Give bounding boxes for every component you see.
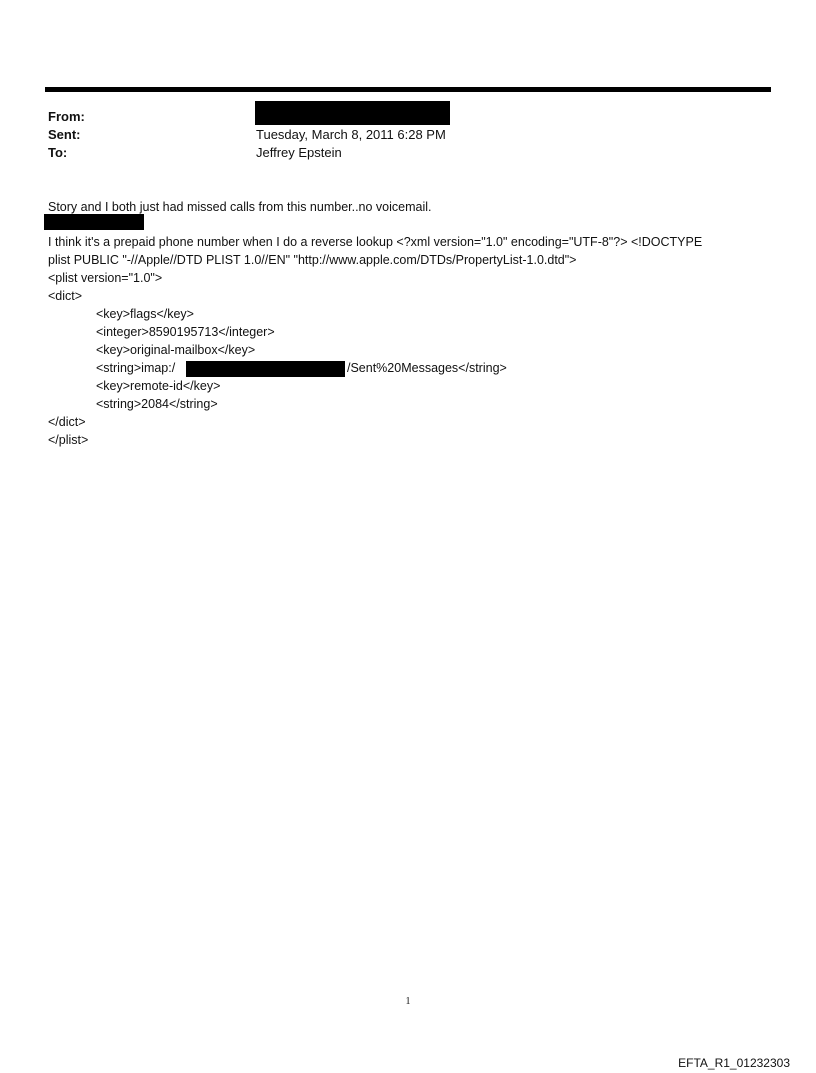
body-line-12: </dict> [48, 415, 86, 429]
redacted-mailbox-path [186, 361, 345, 377]
body-line-9-prefix: <string>imap:/ [96, 361, 176, 375]
body-line-4: <plist version="1.0"> [48, 271, 163, 285]
body-line-2: I think it's a prepaid phone number when I do a reverse lookup <?xml version="1.0" encoding="UTF-8"?> <!DOCTYPE [48, 235, 703, 249]
body-line-10: <key>remote-id</key> [96, 379, 221, 393]
body-line-8: <key>original-mailbox</key> [96, 343, 256, 357]
body-line-5: <dict> [48, 289, 83, 303]
header-divider [45, 87, 771, 92]
from-label: From: [48, 109, 85, 124]
body-line-6: <key>flags</key> [96, 307, 194, 321]
sent-value: Tuesday, March 8, 2011 6:28 PM [256, 127, 446, 142]
body-line-11: <string>2084</string> [96, 397, 218, 411]
to-label: To: [48, 145, 68, 160]
redacted-sender [255, 101, 450, 125]
document-id: EFTA_R1_01232303 [678, 1056, 790, 1070]
page-number: 1 [405, 996, 411, 1007]
to-value: Jeffrey Epstein [256, 145, 342, 160]
body-line-13: </plist> [48, 433, 89, 447]
body-line-9-suffix: /Sent%20Messages</string> [347, 361, 507, 375]
body-line-7: <integer>8590195713</integer> [96, 325, 275, 339]
redacted-phone-number [44, 214, 144, 230]
body-line-1: Story and I both just had missed calls from this number..no voicemail. [48, 200, 432, 214]
body-line-3: plist PUBLIC "-//Apple//DTD PLIST 1.0//EN" "http://www.apple.com/DTDs/PropertyList-1.0.dtd"> [48, 253, 577, 267]
sent-label: Sent: [48, 127, 81, 142]
